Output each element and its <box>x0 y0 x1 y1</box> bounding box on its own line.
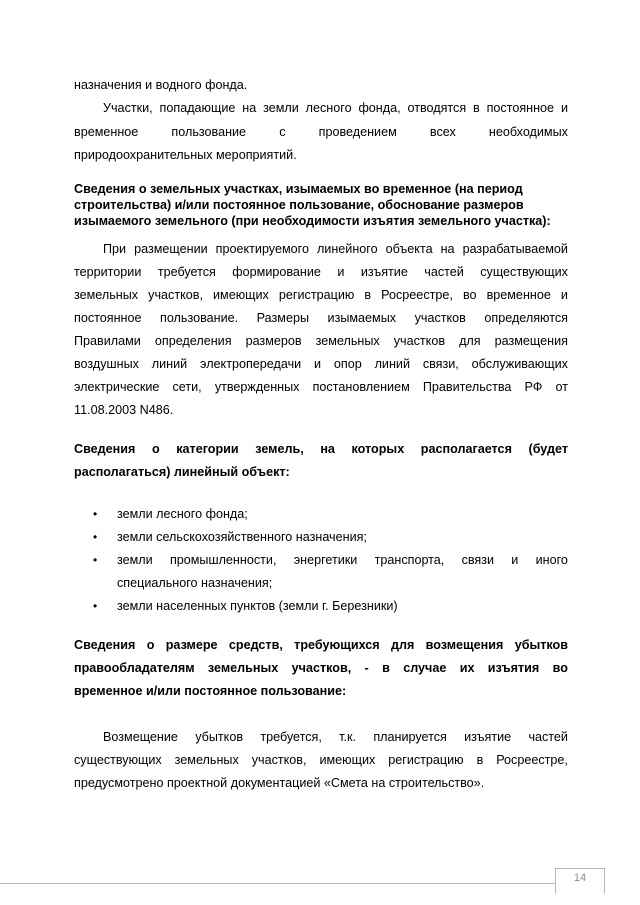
word: о <box>151 442 160 456</box>
word: - <box>364 661 369 675</box>
section-heading: временное и/или постоянное пользование: <box>74 684 347 698</box>
section-heading <box>74 638 568 652</box>
word: для <box>459 334 481 348</box>
word: регистрацию <box>388 753 464 767</box>
text-line: предусмотрено проектной документацией «Смета на строительство». <box>74 776 485 790</box>
word: постоянное <box>74 311 142 325</box>
word: Росреестре, <box>496 753 568 767</box>
word: попадающие <box>159 101 236 115</box>
word: на <box>440 242 455 256</box>
word: проектируемого <box>215 242 309 256</box>
word: проведением <box>318 125 397 139</box>
word: размере <box>165 638 218 652</box>
bullet-icon: • <box>93 530 98 544</box>
text-line <box>74 311 568 325</box>
word: частей <box>424 265 464 279</box>
word: изъятие <box>360 265 408 279</box>
word: постоянное <box>486 101 555 115</box>
word: участков, <box>291 661 352 675</box>
word: пользование <box>171 125 247 139</box>
section-heading: располагаться) линейный объект: <box>74 465 290 479</box>
text-line: назначения и водного фонда. <box>74 78 248 92</box>
word: иного <box>535 553 568 567</box>
word: существующих <box>74 753 162 767</box>
word: земельных <box>74 288 139 302</box>
word: электропередачи <box>200 357 302 371</box>
word: воздушных <box>74 357 139 371</box>
text-line: природоохранительных мероприятий. <box>74 148 297 162</box>
word: Сведения <box>74 638 136 652</box>
text-line <box>74 334 568 348</box>
word: объекта <box>385 242 433 256</box>
word: изымаемых <box>327 311 397 325</box>
word: участков <box>414 311 466 325</box>
word: При <box>103 242 127 256</box>
word: располагается <box>420 442 512 456</box>
text-line <box>103 242 568 256</box>
list-item: земли лесного фонда; <box>117 507 248 521</box>
word: их <box>459 661 475 675</box>
word: требуется, <box>260 730 322 744</box>
bullet-icon: • <box>93 507 98 521</box>
word: сети, <box>172 380 202 394</box>
word: постановлением <box>312 380 410 394</box>
section-heading <box>74 442 568 456</box>
word: для <box>390 638 415 652</box>
word: размеров <box>245 334 302 348</box>
word: определяются <box>484 311 568 325</box>
word: фонда, <box>358 101 401 115</box>
word: Размеры <box>256 311 310 325</box>
word: Правилами <box>74 334 141 348</box>
word: от <box>555 380 568 394</box>
word: участков <box>393 334 446 348</box>
word: в <box>473 101 480 115</box>
word: частей <box>528 730 568 744</box>
list-item <box>117 553 568 567</box>
word: в <box>364 288 372 302</box>
text-line: 11.08.2003 N486. <box>74 403 174 417</box>
word: требующихся <box>294 638 380 652</box>
list-item: земли населенных пунктов (земли г. Березники) <box>117 599 398 613</box>
word: земель, <box>255 442 304 456</box>
word: изъятия <box>487 661 540 675</box>
word: убытков <box>195 730 244 744</box>
word: отводятся <box>407 101 467 115</box>
word: (будет <box>528 442 568 456</box>
text-line <box>103 730 568 744</box>
footer-rule <box>0 883 555 884</box>
word: линий <box>151 357 188 371</box>
word: существующих <box>480 265 568 279</box>
word: транспорта, <box>374 553 445 567</box>
word: и <box>560 288 568 302</box>
word: на <box>242 101 257 115</box>
list-item: земли сельскохозяйственного назначения; <box>117 530 367 544</box>
section-heading: Сведения о земельных участках, изымаемых во временное (на период <box>74 182 523 196</box>
word: и <box>314 357 322 371</box>
word: о <box>146 638 155 652</box>
word: случае <box>403 661 447 675</box>
list-item: специального назначения; <box>117 576 273 590</box>
word: промышленности, <box>169 553 277 567</box>
word: земли <box>117 553 153 567</box>
word: изъятие <box>464 730 512 744</box>
word: размещения <box>494 334 568 348</box>
word: пользование. <box>160 311 239 325</box>
text-line <box>74 265 568 279</box>
text-line <box>74 753 568 767</box>
word: необходимых <box>488 125 568 139</box>
text-line <box>74 288 568 302</box>
bullet-icon: • <box>93 599 98 613</box>
page-number: 14 <box>573 872 587 884</box>
word: которых <box>351 442 405 456</box>
word: Возмещение <box>103 730 178 744</box>
word: размещении <box>134 242 208 256</box>
word: электрические <box>74 380 160 394</box>
word: временное <box>74 125 139 139</box>
word: Правительства <box>422 380 512 394</box>
word: в <box>476 753 484 767</box>
text-line <box>74 125 568 139</box>
word: планируется <box>373 730 447 744</box>
word: линий <box>374 357 410 371</box>
word: лесного <box>305 101 352 115</box>
word: в <box>382 661 390 675</box>
word: территории <box>74 265 142 279</box>
word: и <box>337 265 345 279</box>
word: Участки, <box>103 101 153 115</box>
word: земельных <box>207 661 279 675</box>
word: правообладателям <box>74 661 195 675</box>
word: на <box>320 442 335 456</box>
word: земельных <box>174 753 239 767</box>
word: во <box>462 288 477 302</box>
word: обслуживающих <box>471 357 568 371</box>
word: участков, <box>148 288 203 302</box>
word: участков, <box>251 753 307 767</box>
word: энергетики <box>293 553 358 567</box>
word: категории <box>176 442 239 456</box>
word: РФ <box>524 380 543 394</box>
word: Росреестре, <box>381 288 453 302</box>
word: во <box>552 661 568 675</box>
word: имеющих <box>213 288 269 302</box>
section-heading: строительства) и/или постоянное пользование, обоснование размеров <box>74 198 524 212</box>
word: и <box>511 553 519 567</box>
word: формирование <box>232 265 321 279</box>
word: всех <box>429 125 456 139</box>
word: утвержденных <box>214 380 300 394</box>
word: опор <box>333 357 362 371</box>
word: регистрацию <box>278 288 355 302</box>
word: земельных <box>315 334 380 348</box>
text-line <box>74 357 568 371</box>
word: с <box>279 125 286 139</box>
word: временное <box>486 288 551 302</box>
bullet-icon: • <box>93 553 98 567</box>
section-heading: изымаемого земельного (при необходимости изъятия земельного участка): <box>74 214 551 228</box>
word: связи <box>461 553 495 567</box>
text-line <box>103 101 568 115</box>
word: и <box>560 101 568 115</box>
text-line <box>74 380 568 394</box>
word: линейного <box>316 242 378 256</box>
word: возмещения <box>425 638 504 652</box>
word: разрабатываемой <box>462 242 568 256</box>
word: земли <box>263 101 299 115</box>
word: убытков <box>514 638 568 652</box>
word: требуется <box>157 265 216 279</box>
word: средств, <box>228 638 283 652</box>
word: имеющих <box>319 753 376 767</box>
word: определения <box>154 334 232 348</box>
word: связи, <box>422 357 459 371</box>
section-heading <box>74 661 568 675</box>
word: т.к. <box>339 730 357 744</box>
word: Сведения <box>74 442 136 456</box>
